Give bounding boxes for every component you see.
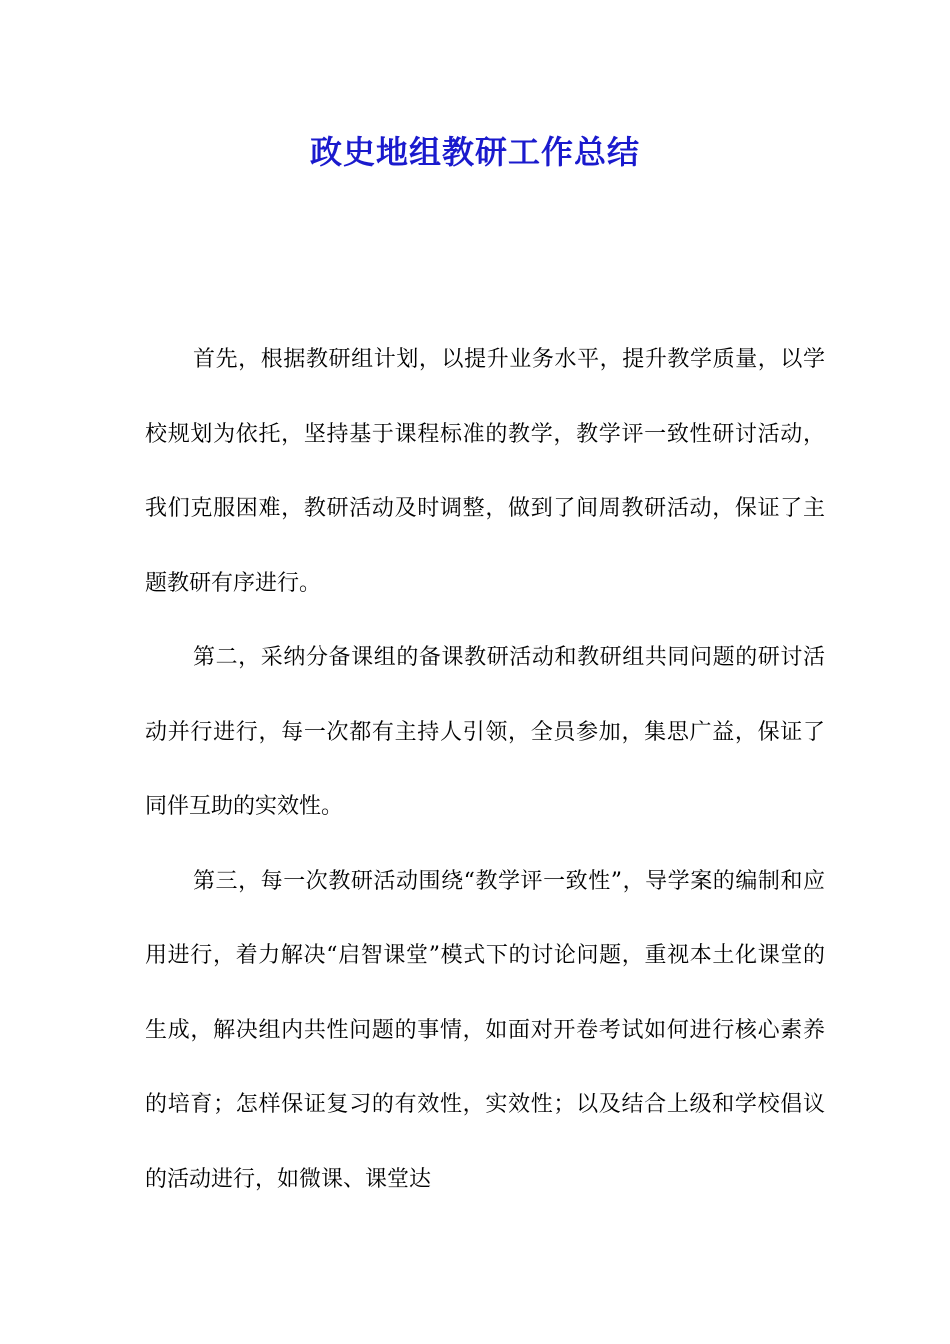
paragraph-second: 第二，采纳分备课组的备课教研活动和教研组共同问题的研讨活动并行进行，每一次都有主持人引领，全员参加，集思广益，保证了同伴互助的实效性。 xyxy=(145,645,825,819)
paragraph-first: 首先，根据教研组计划，以提升业务水平，提升教学质量，以学校规划为依托，坚持基于课程标准的教学，教学评一致性研讨活动，我们克服困难，教研活动及时调整，做到了间周教研活动，保证了主题教研有序进行。 xyxy=(145,347,825,596)
paragraph-third: 第三，每一次教研活动围绕“教学评一致性”，导学案的编制和应用进行，着力解决“启智课堂”模式下的讨论问题，重视本土化课堂的生成，解决组内共性问题的事情，如面对开卷考试如何进行核心素养的培育；怎样保证复习的有效性，实效性；以及结合上级和学校倡议的活动进行，如微课、课堂达 xyxy=(145,868,825,1192)
document-title: 政史地组教研工作总结 xyxy=(309,133,640,171)
document-body xyxy=(145,323,825,1217)
